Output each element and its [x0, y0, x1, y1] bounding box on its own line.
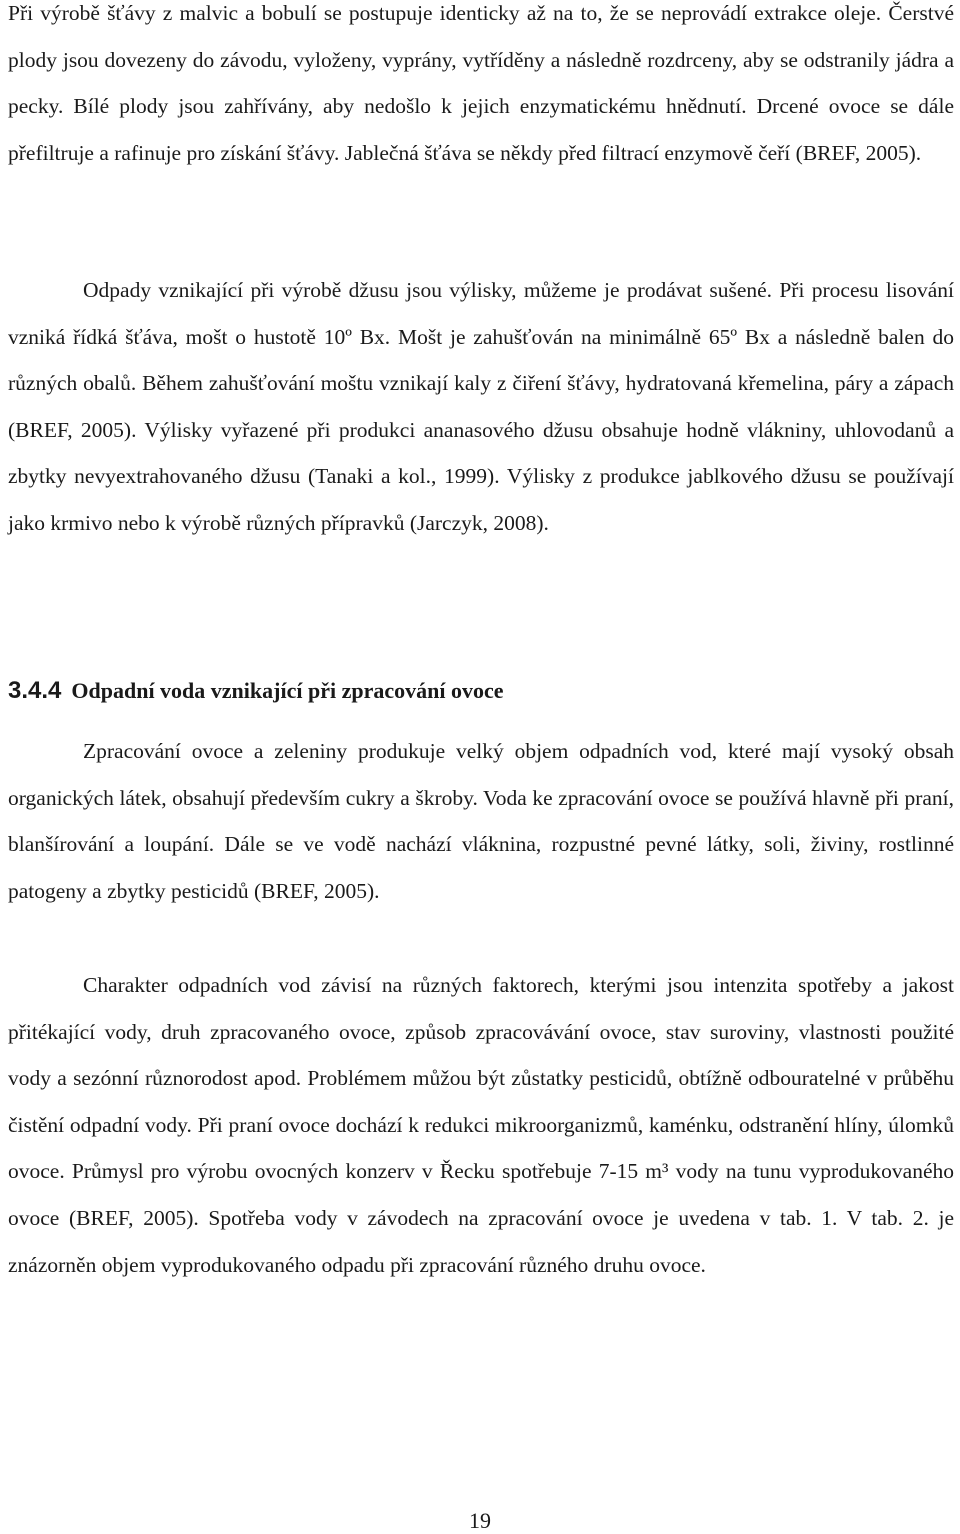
section-title: Odpadní voda vznikající při zpracování ovoce [71, 678, 504, 703]
paragraph-fruit-juice-production: Při výrobě šťávy z malvic a bobulí se postupuje identicky až na to, že se neprovádí extrakce oleje. Čerstvé plody jsou dovezeny do závodu, vyloženy, vyprány, vytříděny a následně rozdrceny, aby se odstranily jádra a pecky. Bílé plody jsou zahřívány, aby nedošlo k jejich enzymatickému hnědnutí. Drcené ovoce se dále přefiltruje a rafinuje pro získání šťávy. Jablečná šťáva se někdy před filtrací enzymově čeří (BREF, 2005). [8, 1, 954, 165]
page-number: 19 [469, 1508, 491, 1533]
paragraph-juice-waste: Odpady vznikající při výrobě džusu jsou výlisky, můžeme je prodávat sušené. Při procesu lisování vzniká řídká šťáva, mošt o hustotě 10º Bx. Mošt je zahušťován na minimálně 65º Bx a následně balen do různých obalů. Během zahušťování moštu vznikají kaly z čiření šťávy, hydratovaná křemelina, páry a zápach (BREF, 2005). Výlisky vyřazené při produkci ananasového džusu obsahuje hodně vlákniny, uhlovodanů a zbytky nevyextrahovaného džusu (Tanaki a kol., 1999). Výlisky z produkce jablkového džusu se používají jako krmivo nebo k výrobě různých přípravků (Jarczyk, 2008). [8, 278, 954, 535]
section-heading [8, 668, 503, 714]
paragraph-wastewater-character: Charakter odpadních vod závisí na různých faktorech, kterými jsou intenzita spotřeby a jakost přitékající vody, druh zpracovaného ovoce, způsob zpracovávání ovoce, stav suroviny, vlastnosti použité vody a sezónní různorodost apod. Problémem můžou být zůstatky pesticidů, obtížně odbouratelné v průběhu čistění odpadní vody. Při praní ovoce dochází k redukci mikroorganizmů, kaménku, odstranění hlíny, úlomků ovoce. Průmysl pro výrobu ovocných konzerv v Řecku spotřebuje 7-15 m³ vody na tunu vyprodukovaného ovoce (BREF, 2005). Spotřeba vody v závodech na zpracování ovoce je uvedena v tab. 1. V tab. 2. je znázorněn objem vyprodukovaného odpadu při zpracování různého druhu ovoce. [8, 973, 954, 1277]
paragraph-wastewater-volume: Zpracování ovoce a zeleniny produkuje velký objem odpadních vod, které mají vysoký obsah organických látek, obsahují především cukry a škroby. Voda ke zpracování ovoce se používá hlavně při praní, blanšírování a loupání. Dále se ve vodě nachází vláknina, rozpustné pevné látky, soli, živiny, rostlinné patogeny a zbytky pesticidů (BREF, 2005). [8, 739, 954, 903]
section-number: 3.4.4 [8, 677, 62, 704]
